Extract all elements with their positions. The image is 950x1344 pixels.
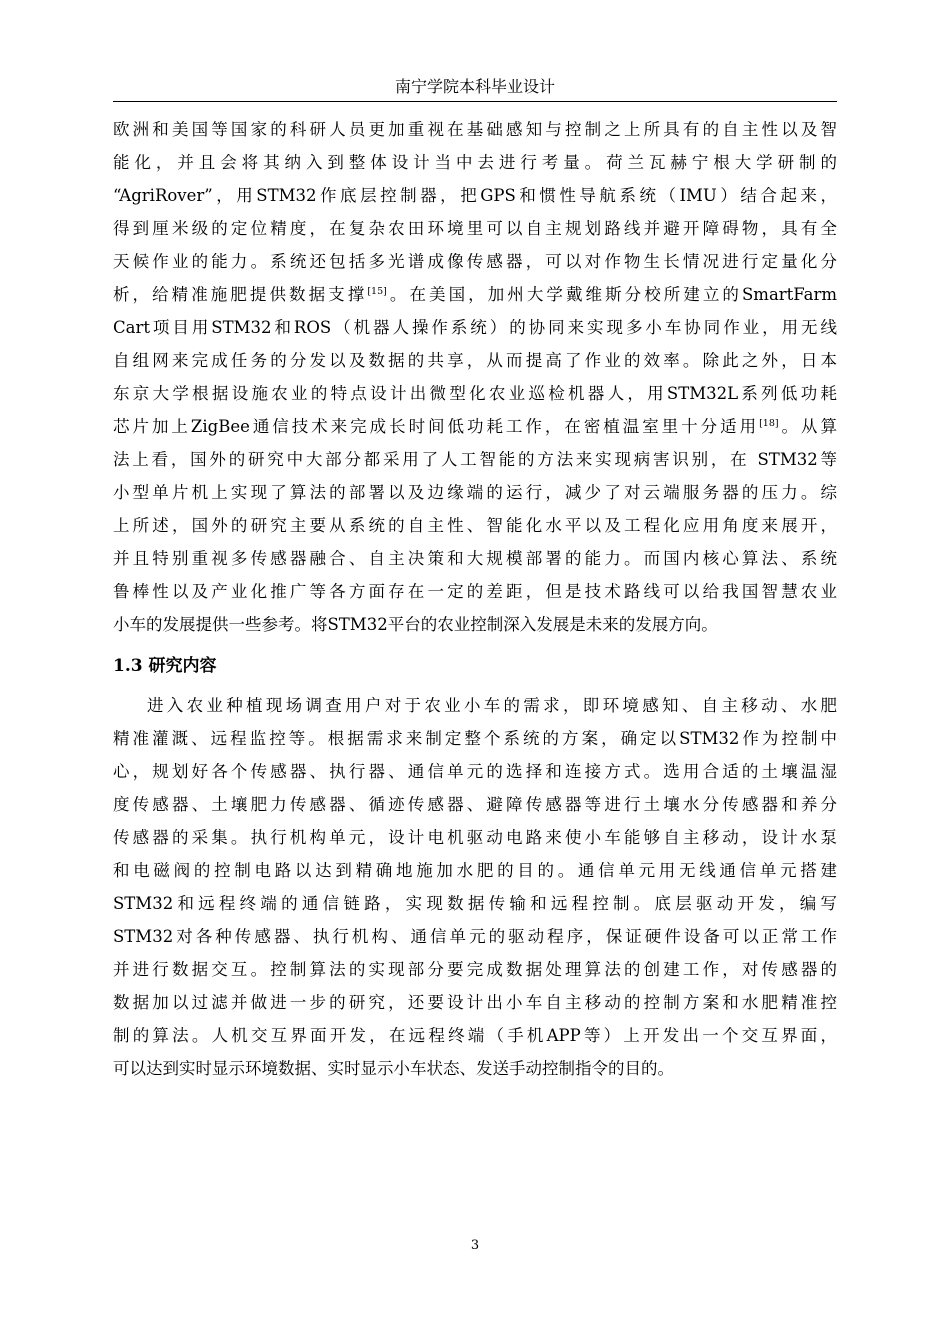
text-segment: 。从算	[778, 417, 837, 436]
text-line: 进入农业种植现场调查用户对于农业小车的需求，即环境感知、自主移动、水肥	[147, 696, 837, 715]
text-line: 精准灌溉、远程监控等。根据需求来制定整个系统的方案，确定以STM32作为控制中	[113, 729, 837, 748]
text-line: 法上看，国外的研究中大部分都采用了人工智能的方法来实现病害识别，在 STM32等	[113, 450, 837, 469]
text-line: STM32和远程终端的通信链路，实现数据传输和远程控制。底层驱动开发，编写	[113, 894, 837, 913]
paragraph-research-content	[113, 689, 837, 1085]
text-line: Cart项目用STM32和ROS（机器人操作系统）的协同来实现多小车协同作业，用无线	[113, 318, 837, 337]
text-line: 可以达到实时显示环境数据、实时显示小车状态、发送手动控制指令的目的。	[113, 1059, 674, 1078]
document-body	[113, 113, 837, 1085]
text-line: 数据加以过滤并做进一步的研究，还要设计出小车自主移动的控制方案和水肥精准控	[113, 993, 837, 1012]
text-line: 制的算法。人机交互界面开发，在远程终端（手机APP等）上开发出一个交互界面，	[113, 1026, 837, 1045]
citation-18: [18]	[759, 418, 779, 429]
text-line: 天候作业的能力。系统还包括多光谱成像传感器，可以对作物生长情况进行定量化分	[113, 252, 837, 271]
text-segment: 。在美国，加州大学戴维斯分校所建立的SmartFarm	[386, 285, 838, 304]
page-header: 南宁学院本科毕业设计	[394, 77, 555, 96]
text-line: 东京大学根据设施农业的特点设计出微型化农业巡检机器人，用STM32L系列低功耗	[113, 384, 837, 403]
text-line: STM32对各种传感器、执行机构、通信单元的驱动程序，保证硬件设备可以正常工作	[113, 927, 837, 946]
text-line: 传感器的采集。执行机构单元，设计电机驱动电路来使小车能够自主移动，设计水泵	[113, 828, 837, 847]
text-line: 度传感器、土壤肥力传感器、循迹传感器、避障传感器等进行土壤水分传感器和养分	[113, 795, 837, 814]
text-line	[113, 410, 837, 443]
paragraph-foreign-research	[113, 113, 837, 641]
text-line: 得到厘米级的定位精度，在复杂农田环境里可以自主规划路线并避开障碍物，具有全	[113, 219, 837, 238]
text-line: 小型单片机上实现了算法的部署以及边缘端的运行，减少了对云端服务器的压力。综	[113, 483, 837, 502]
text-line: 欧洲和美国等国家的科研人员更加重视在基础感知与控制之上所具有的自主性以及智	[113, 120, 837, 139]
text-segment: 析，给精准施肥提供数据支撑	[113, 285, 368, 304]
section-heading: 1.3 研究内容	[113, 656, 217, 676]
text-line: 并且特别重视多传感器融合、自主决策和大规模部署的能力。而国内核心算法、系统	[113, 549, 837, 568]
text-line: 能化，并且会将其纳入到整体设计当中去进行考量。荷兰瓦赫宁根大学研制的	[113, 153, 837, 172]
text-line: “AgriRover”，用STM32作底层控制器，把GPS和惯性导航系统（IMU）结合起来，	[113, 186, 837, 205]
text-line: 和电磁阀的控制电路以达到精确地施加水肥的目的。通信单元用无线通信单元搭建	[113, 861, 837, 880]
text-line: 鲁棒性以及产业化推广等各方面存在一定的差距，但是技术路线可以给我国智慧农业	[113, 582, 837, 601]
text-line: 自组网来完成任务的分发以及数据的共享，从而提高了作业的效率。除此之外，日本	[113, 351, 837, 370]
text-segment: 芯片加上ZigBee通信技术来完成长时间低功耗工作，在密植温室里十分适用	[113, 417, 760, 436]
page-number: 3	[470, 1238, 480, 1253]
header-rule	[113, 101, 837, 102]
citation-15: [15]	[367, 286, 387, 297]
text-line: 小车的发展提供一些参考。将STM32平台的农业控制深入发展是未来的发展方向。	[113, 615, 718, 634]
text-line: 心，规划好各个传感器、执行器、通信单元的选择和连接方式。选用合适的土壤温湿	[113, 762, 837, 781]
text-line: 并进行数据交互。控制算法的实现部分要完成数据处理算法的创建工作，对传感器的	[113, 960, 837, 979]
text-line: 上所述，国外的研究主要从系统的自主性、智能化水平以及工程化应用角度来展开，	[113, 516, 837, 535]
text-line	[113, 278, 837, 311]
